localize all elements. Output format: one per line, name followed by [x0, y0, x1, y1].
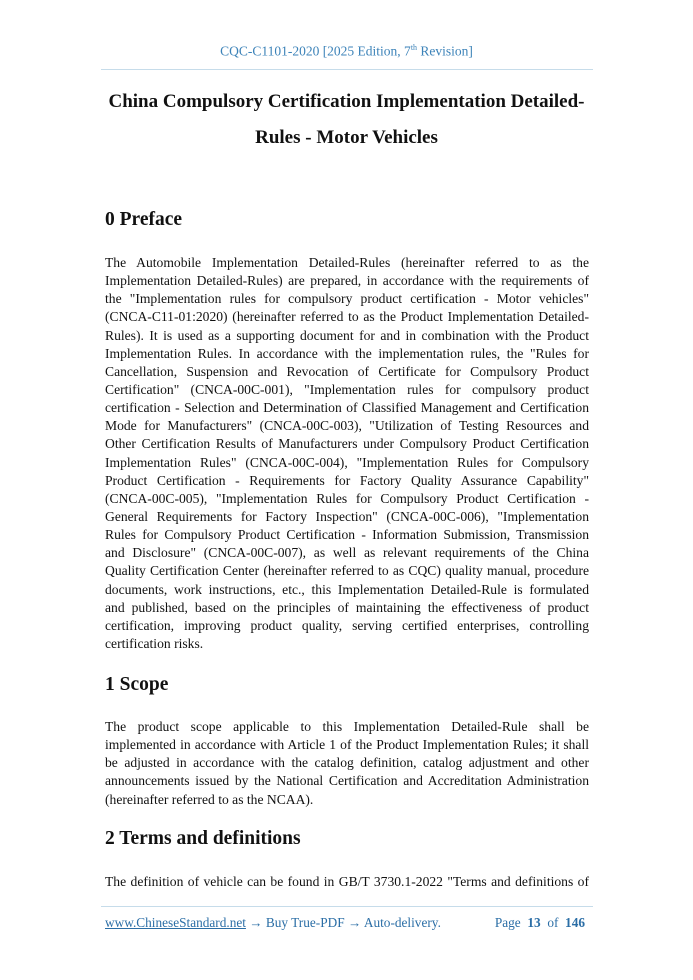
scope-paragraph: [105, 718, 589, 809]
auto-delivery-text: Auto-delivery.: [363, 915, 441, 930]
footer-rule: [101, 906, 593, 907]
running-header: [0, 43, 693, 60]
text-line: Mode for Manufacturers" (CNCA-00C-003), "Utilization of Testing Resources and: [105, 418, 589, 434]
text-line: certification, improving product quality, serving certified enterprises, controlling: [105, 617, 589, 633]
text-line: The product scope applicable to this Implementation Detailed-Rule shall be: [105, 719, 589, 734]
preface-paragraph: [105, 254, 589, 653]
section-heading-preface: 0 Preface: [105, 209, 183, 230]
text-line: Certification" (CNCA-00C-001), "Implementation rules for compulsory product: [105, 381, 589, 397]
buy-pdf-text: Buy True-PDF: [265, 915, 345, 930]
text-line: and Disclosure" (CNCA-00C-007), as well as relevant requirements of the China: [105, 545, 589, 561]
page-indicator: [495, 915, 585, 931]
arrow-icon: →: [344, 915, 364, 930]
page-number: 13: [527, 915, 541, 930]
text-line: and published, based on the principles of maintaining the effectiveness of product: [105, 599, 589, 615]
website-link[interactable]: www.ChineseStandard.net: [105, 915, 246, 930]
section-heading-terms: 2 Terms and definitions: [105, 828, 301, 849]
of-label: of: [547, 915, 559, 930]
text-line: implemented in accordance with Article 1 of the Product Implementation Rules; it shall: [105, 737, 589, 753]
text-line: Implementation Rules" (CNCA-00C-004), "Implementation Rules for Compulsory: [105, 454, 589, 470]
header-rule: [101, 69, 593, 70]
footer: [105, 915, 585, 931]
text-line: Quality Certification Center (hereinafter referred to as CQC) quality manual, procedure: [105, 563, 589, 579]
page-label: Page: [494, 915, 521, 930]
arrow-icon: →: [245, 915, 266, 930]
text-line: Cancellation, Suspension and Revocation of Certificate for Compulsory Product: [105, 363, 589, 379]
header-doc-id: CQC-C1101-2020 [2025 Edition, 7: [220, 43, 411, 59]
text-line: the "Implementation rules for compulsory product certification - Motor vehicles": [105, 291, 589, 307]
text-line: certification risks.: [105, 635, 204, 651]
text-line: (CNCA-00C-005), "Implementation Rules for Compulsory Product Certification -: [105, 490, 589, 506]
text-line: (hereinafter referred to as the NCAA).: [105, 791, 314, 807]
text-line: Rules). It is used as a supporting document for and in combination with the Product: [105, 327, 589, 343]
text-line: Implementation Detailed-Rules) are prepared, in accordance with the requirements of: [105, 273, 589, 289]
text-line: General Requirements for Factory Inspection" (CNCA-00C-006), "Implementation: [105, 508, 589, 524]
text-line: be adjusted in accordance with the catalog definition, catalog adjustment and other: [105, 755, 589, 771]
text-line: announcements issued by the National Certification and Accreditation Administration: [105, 773, 589, 789]
text-line: Other Certification Results of Manufacturers under Compulsory Product Certification: [105, 436, 589, 452]
terms-paragraph: [105, 873, 589, 891]
text-line: certification - Selection and Determination of Classified Management and Certification: [105, 400, 589, 416]
section-heading-scope: 1 Scope: [105, 674, 169, 695]
text-line: The Automobile Implementation Detailed-Rules (hereinafter referred to as the: [105, 255, 589, 270]
text-line: documents, work instructions, etc., this Implementation Detailed-Rule is formulated: [105, 581, 589, 597]
text-line: (CNCA-C11-01:2020) (hereinafter referred to as the Product Implementation Detailed-: [105, 309, 589, 325]
text-line: Implementation Rules. In accordance with the implementation rules, the "Rules for: [105, 345, 589, 361]
document-title-line2: Rules - Motor Vehicles: [255, 127, 438, 148]
page-total: 146: [565, 915, 585, 930]
header-suffix: Revision]: [417, 43, 473, 59]
document-title-line1: China Compulsory Certification Implementation Detailed-: [108, 91, 585, 112]
text-line: Rules for Compulsory Product Certification - Information Submission, Transmission: [105, 527, 589, 543]
text-line: The definition of vehicle can be found in GB/T 3730.1-2022 "Terms and definitions of: [105, 874, 589, 889]
header-sup: th: [410, 43, 418, 52]
text-line: Product Certification - Requirements for Factory Quality Assurance Capability": [105, 472, 589, 488]
